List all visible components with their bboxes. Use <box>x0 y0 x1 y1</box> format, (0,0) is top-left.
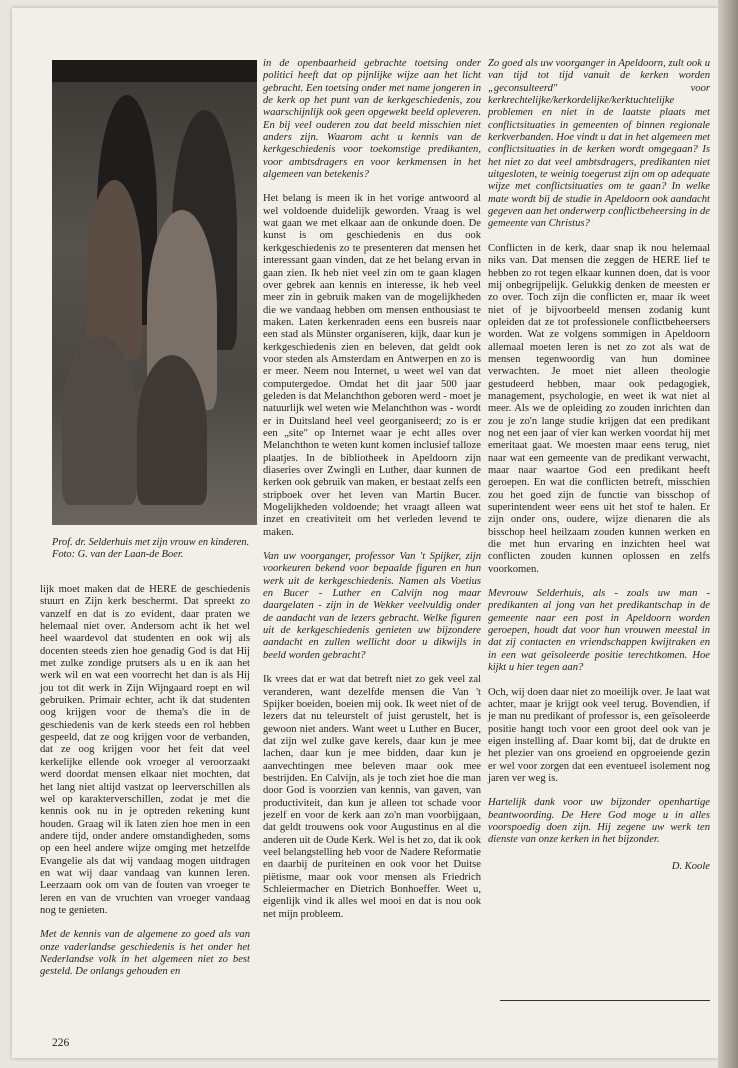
column-1 <box>40 584 250 991</box>
col2-paragraph-4: Ik vrees dat er wat dat betreft niet zo gek veel zal veranderen, want dezelfde mensen die Van 't Spijker boeiden, boeien mij ook. Ik weet niet of de lezers dat nu teleurstelt of juist gerustelt, het is gewoon niet anders. Want weet u Luther en Bucer, dat zijn wel zulke gave kerels, daar kun je mee lachen, daar kun je mee bidden, daar kun je aanvechtingen mee beleven maar ook mee bestrijden. En Calvijn, als je toch ziet hoe die man door God is voorzien van kennis, van gaven, van productiviteit, dan kun je alleen tot schade voor jezelf en voor de kerk aan zo'n man voorbijgaan, dat geldt trouwens ook voor Augustinus en al die anderen uit de Oude Kerk. Wel is het zo, dat ik ook veel belangstelling heb voor de Nadere Reformatie en daarbij de puriteinen en ook voor het Duitse piëtisme, maar ook voor mensen als Friedrich Schleiermacher en Dietrich Bonhoeffer. Weet u, eigenlijk vind ik alles wel mooi en dat is nou ook net mijn probleem. <box>263 674 481 920</box>
photo-window-frame <box>52 60 257 82</box>
column-3 <box>488 58 710 873</box>
col1-paragraph-1: lijk moet maken dat de HERE de geschiedenis stuurt en Zijn kerk beschermt. Dat spreekt zo vanzelf en dat is zo evident, daar praten we helemaal niet over. Andersom acht ik het wel heel waardevol dat studenten en ook wij als docenten steeds zien hoe genadig God is dat Hij met zulke zondige prutsers als u en ik aan het werk wil en wat een voorrecht het dan is als Hij jou tot dit werk in Zijn Wijngaard roept en wil gebruiken. Primair echter, acht ik dat studenten oog krijgen voor de thema's die in de geschiedenis van de kerk steeds een rol hebben gespeeld, dat ze oog krijgen voor de verbanden, dat ze oog krijgen voor het feit dat veel kerkelijke ellende ook vroeger al veroorzaakt werd doordat mensen elkaar niet mochten, dat het lang niet altijd vastzat op leerverschillen als wel op karakterverschillen, zodat je met die kennis ook nu in je optreden rekening kunt houden. Graag wil ik laten zien hoe men in een andere tijd, onder andere omstandigheden, soms op een heel andere wijze omging met hetzelfde Evangelie als dat wij vandaag mogen uitdragen en wat wij daar vandaag van kunnen leren. Leerzaam ook om van de fouten van vroeger te leren en van de vruchten van vroeger vandaag nog te genieten. <box>40 584 250 916</box>
page-number: 226 <box>52 1037 70 1049</box>
col2-paragraph-1: in de openbaarheid gebrachte toetsing onder politici heeft dat op pijnlijke wijze aan het licht gebracht. Een toetsing onder met name jongeren in de kerk op het punt van de kerkgeschiedenis, zou waarschijnlijk ook geen opgewekt beeld opleveren. En bij veel ouderen zou dat beeld misschien niet anders zijn. Waarom acht u kennis van de kerkgeschiedenis voor toekomstige predikanten, voor ambtsdragers en voor kerkmensen in het algemeen van betekenis? <box>263 58 481 181</box>
col3-paragraph-4: Och, wij doen daar niet zo moeilijk over. Je laat wat achter, maar je krijgt ook veel terug. Bovendien, if je man nu predikant of professor is, een geïsoleerde positie hangt toch voor een groot deel ook van je eigen instelling af. Daar komt bij, dat de drukte en het plezier van ons groeiend en opgroeiende gezin er wel voor zorgen dat een eventueel isolement nog jaren ver weg is. <box>488 686 710 784</box>
photo-caption: Prof. dr. Selderhuis met zijn vrouw en kinderen. Foto: G. van der Laan-de Boer. <box>52 537 250 561</box>
col1-paragraph-2: Met de kennis van de algemene zo goed als van onze vaderlandse geschiedenis is het onder het Nederlandse volk in het algemeen niet zo best gesteld. De onlangs gehouden en <box>40 929 250 978</box>
col3-paragraph-5: Hartelijk dank voor uw bijzonder openhartige beantwoording. De Here God moge u in alles voorspoedig doen zijn. Hij zegene uw werk ten dienste van onze kerken in het bijzonder. <box>488 797 710 846</box>
col3-paragraph-3: Mevrouw Selderhuis, als - zoals uw man - predikanten al jong van het predikantschap in de gemeente naar een post in Apeldoorn worden geroepen, houdt dat voor hun vrouwen meestal in dat zij contacten en vriendschappen kwijtraken en in een wat geïsoleerde positie terechtkomen. Hoe kijkt u hier tegen aan? <box>488 588 710 674</box>
col3-paragraph-1: Zo goed als uw voorganger in Apeldoorn, zult ook u van tijd tot tijd vanuit de kerken worden „geconsulteerd" voor kerkrechtelijke/kerkordelijke/kerktuchtelijke problemen en niet in de laatste plaats met conflictsituaties in gemeenten of binnen regionale kerkverbanden. Hoe vindt u dat in het algemeen met conflictsituaties in de kerken wordt omgegaan? Is het niet zo dat veel ambtsdragers, predikanten niet uitgesloten, te weinig toegerust zijn om op adequate wijze met conflictsituaties om te gaan? In welke mate wordt bij de studie in Apeldoorn ook aandacht gegeven aan het onderwerp conflictbeheersing in de gemeente van Christus? <box>488 58 710 230</box>
page-edge-shadow <box>718 0 738 1068</box>
column-2 <box>263 58 481 933</box>
photo-figure-child-right <box>137 355 207 505</box>
col2-paragraph-2: Het belang is meen ik in het vorige antwoord al wel voldoende duidelijk geworden. Vraag is wel wat gaan we met elkaar aan de onkunde doen. De kunst is om geschiedenis en dus ook kerkgeschiedenis zo te presenteren dat mensen het interessant gaan vinden, dat ze het belang ervan in gaan zien. Ik heb niet veel zin om te gaan klagen over gebrek aan kennis en interesse, ik heb veel meer zin in gebruik maken van de mogelijkheden die we vandaag hebben om mensen enthousiast te maken. Laten kerkenraden eens een busreis naar een stad als Münster organiseren, kijk, daar kun je kerkgeschiedenis zien en beleven, dat geldt ook voor steden als Amsterdam en Antwerpen en zo is er meer. Neem nou Internet, u weet wel van dat computergedoe. Omdat het dit jaar 500 jaar geleden is dat Melanchthon geboren werd - moet je natuurlijk wel weten wie Melanchthon was - wordt er in Duitsland heel veel georganiseerd; zo is er een „site" op Internet waar je echt alles over Melanchthon te weten kunt komen inclusief talloze plaatjes. In de bibliotheek in Apeldoorn zijn diaseries over Zwingli en Luther, daar kunnen de kerken ook gebruik van maken, er bestaat zelfs een stripboek over het leven van Martin Bucer. Mogelijkheden voldoende; het vraagt alleen wat inzet en creativiteit om het verleden levend te maken. <box>263 193 481 538</box>
col3-paragraph-2: Conflicten in de kerk, daar snap ik nou helemaal niks van. Dat mensen die zeggen de HERE lief te hebben zo rot tegen elkaar kunnen doen, dat is voor mij onbegrijpelijk. Gelukkig denken de meesten er zo over. Toch zijn die conflicten er, maar ik weet niet of je bijvoorbeeld mensen zodanig kunt opleiden dat ze tot professionele conflictbeheersers worden. Wat ze volgens sommigen in Apeldoorn allemaal moeten leren is net zo zot als wat de mensen tegenwoordig van hun dominee verwachten. Je moet niet alleen theologie gestudeerd hebben, maar ook pedagogiek, management, psychologie, en weet ik wat niet al meer. Als we de opleiding zo zouden inrichten dan zou je zo'n lange studie krijgen dat een predikant nog net een jaar of vier kan werken voordat hij met emeritaat gaat. We moesten maar eens terug, niet naar wat een gemeente van de predikant verwacht, maar naar waartoe God een predikant heeft geroepen. En wat die conflicten betreft, misschien zou het goed zijn de functie van bisschop of superintendent weer eens uit het stof te halen. Er zijn onder ons, oudere, wijze dienaren die als bisschop heel heilzaam zouden kunnen werken en die met hun ervaring en inzichten heel wat conflicten zouden kunnen oplossen en zelfs voorkomen. <box>488 242 710 575</box>
photo-figure-boy <box>87 180 142 360</box>
photo-figure-child-left <box>62 335 137 505</box>
author-signature: D. Koole <box>671 860 710 872</box>
family-photo <box>52 60 257 525</box>
end-rule <box>500 1000 710 1001</box>
col2-paragraph-3: Van uw voorganger, professor Van 't Spijker, zijn voorkeuren bekend voor bepaalde figuren en hun werk uit de kerkgeschiedenis. Namen als Voetius en Bucer - Luther en Calvijn nog maar daargelaten - zijn in de Wekker veelvuldig onder de aandacht van de lezers gebracht. Welke figuren uit de kerkgeschiedenis genieten uw bijzondere aandacht en zullen wellicht door u dikwijls in beeld worden gebracht? <box>263 551 481 661</box>
